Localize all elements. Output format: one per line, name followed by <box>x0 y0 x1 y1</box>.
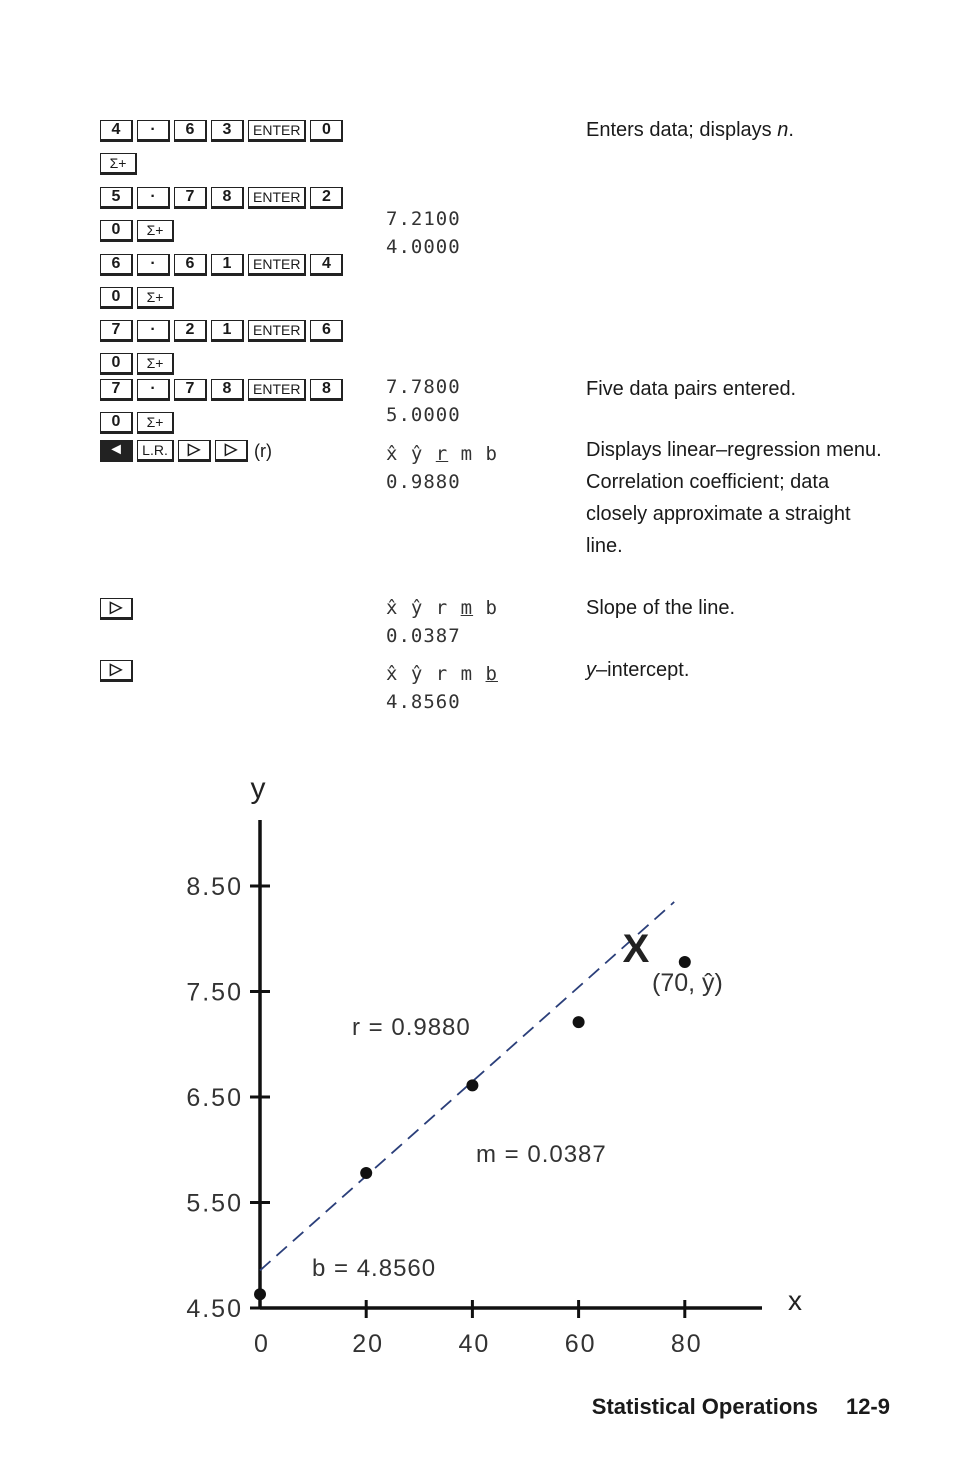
key-3-0-1: · <box>137 254 170 276</box>
key-4-0-4: ENTER <box>248 320 306 342</box>
footer-page: 12-9 <box>845 1394 890 1419</box>
key-6-0-1: L.R. <box>137 440 174 462</box>
display-7: x̂ ŷ r m b 0.0387 <box>386 597 498 647</box>
key-2-0-0: 5 <box>100 187 133 209</box>
key-3-0-4: ENTER <box>248 254 306 276</box>
keys-1 <box>100 114 370 180</box>
key-8-0-0: ▷ <box>100 660 133 682</box>
desc-1: Enters data; displays n. <box>586 119 794 141</box>
key-2-0-3: 8 <box>211 187 244 209</box>
key-6-0-0: ◄ <box>100 440 133 462</box>
key-3-1-0: 0 <box>100 287 133 309</box>
data-point-4 <box>679 956 691 968</box>
key-3-0-5: 4 <box>310 254 343 276</box>
key-1-0-2: 6 <box>174 120 207 142</box>
key-5-0-1: · <box>137 379 170 401</box>
y-tick-label-2: 6.50 <box>186 1084 243 1112</box>
key-1-0-5: 0 <box>310 120 343 142</box>
regression-chart <box>0 760 954 1420</box>
display-8: x̂ ŷ r m b 4.8560 <box>386 663 498 713</box>
b-annotation: b = 4.8560 <box>312 1255 437 1282</box>
key-6-0-3: ▷ <box>215 440 248 462</box>
key-1-1-0: Σ+ <box>100 153 137 175</box>
keys-8 <box>100 654 370 687</box>
key-6-0-2: ▷ <box>178 440 211 462</box>
m-annotation: m = 0.0387 <box>476 1141 607 1168</box>
key-1-0-1: · <box>137 120 170 142</box>
key-1-0-0: 4 <box>100 120 133 142</box>
display-5: 7.7800 5.0000 <box>386 376 461 426</box>
keys-6 <box>100 434 370 467</box>
key-4-0-3: 1 <box>211 320 244 342</box>
x-tick-label-0: 0 <box>254 1330 270 1358</box>
key-4-0-1: · <box>137 320 170 342</box>
key-4-1-0: 0 <box>100 353 133 375</box>
r-annotation: r = 0.9880 <box>352 1014 471 1041</box>
key-2-0-1: · <box>137 187 170 209</box>
key-5-0-3: 8 <box>211 379 244 401</box>
key-6-0-4: (r) <box>254 440 272 461</box>
data-point-3 <box>573 1016 585 1028</box>
key-5-0-5: 8 <box>310 379 343 401</box>
key-5-0-4: ENTER <box>248 379 306 401</box>
desc-6: Displays linear–regression menu. Correlation coefficient; data closely approximate a straight line. <box>586 439 882 557</box>
key-2-0-4: ENTER <box>248 187 306 209</box>
key-5-1-0: 0 <box>100 412 133 434</box>
keys-2 <box>100 181 370 247</box>
key-3-0-3: 1 <box>211 254 244 276</box>
x-tick-label-1: 20 <box>352 1330 385 1358</box>
x-axis-label: x <box>788 1285 802 1316</box>
key-1-0-4: ENTER <box>248 120 306 142</box>
key-2-0-2: 7 <box>174 187 207 209</box>
keys-4 <box>100 314 370 380</box>
x-tick-label-2: 40 <box>458 1330 491 1358</box>
x-tick-label-3: 60 <box>564 1330 597 1358</box>
data-point-1 <box>360 1167 372 1179</box>
display-2: 7.2100 4.0000 <box>386 208 461 258</box>
key-3-0-2: 6 <box>174 254 207 276</box>
keys-7 <box>100 592 370 625</box>
desc-7: Slope of the line. <box>586 597 735 619</box>
display-6: x̂ ŷ r m b 0.9880 <box>386 443 498 493</box>
key-2-1-1: Σ+ <box>137 220 174 242</box>
key-2-1-0: 0 <box>100 220 133 242</box>
key-2-0-5: 2 <box>310 187 343 209</box>
key-4-0-2: 2 <box>174 320 207 342</box>
x-tick-label-4: 80 <box>670 1330 703 1358</box>
key-5-1-1: Σ+ <box>137 412 174 434</box>
key-5-0-0: 7 <box>100 379 133 401</box>
y-axis-label: y <box>250 772 266 805</box>
keys-5 <box>100 373 370 439</box>
y-tick-label-4: 8.50 <box>186 873 243 901</box>
desc-8: y–intercept. <box>586 659 690 681</box>
data-point-2 <box>466 1079 478 1091</box>
y-tick-label-0: 4.50 <box>186 1295 243 1323</box>
prediction-marker: X <box>622 927 650 971</box>
key-4-1-1: Σ+ <box>137 353 174 375</box>
key-4-0-5: 6 <box>310 320 343 342</box>
page-footer <box>564 1394 890 1420</box>
footer-section: Statistical Operations <box>591 1394 818 1419</box>
key-3-0-0: 6 <box>100 254 133 276</box>
desc-5: Five data pairs entered. <box>586 378 797 400</box>
y-tick-label-3: 7.50 <box>186 978 243 1007</box>
key-4-0-0: 7 <box>100 320 133 342</box>
keys-3 <box>100 248 370 314</box>
data-point-0 <box>254 1288 266 1300</box>
key-3-1-1: Σ+ <box>137 287 174 309</box>
y-tick-label-1: 5.50 <box>186 1189 243 1218</box>
key-1-0-3: 3 <box>211 120 244 142</box>
key-7-0-0: ▷ <box>100 598 133 620</box>
prediction-label: (70, ŷ) <box>652 969 723 997</box>
key-5-0-2: 7 <box>174 379 207 401</box>
